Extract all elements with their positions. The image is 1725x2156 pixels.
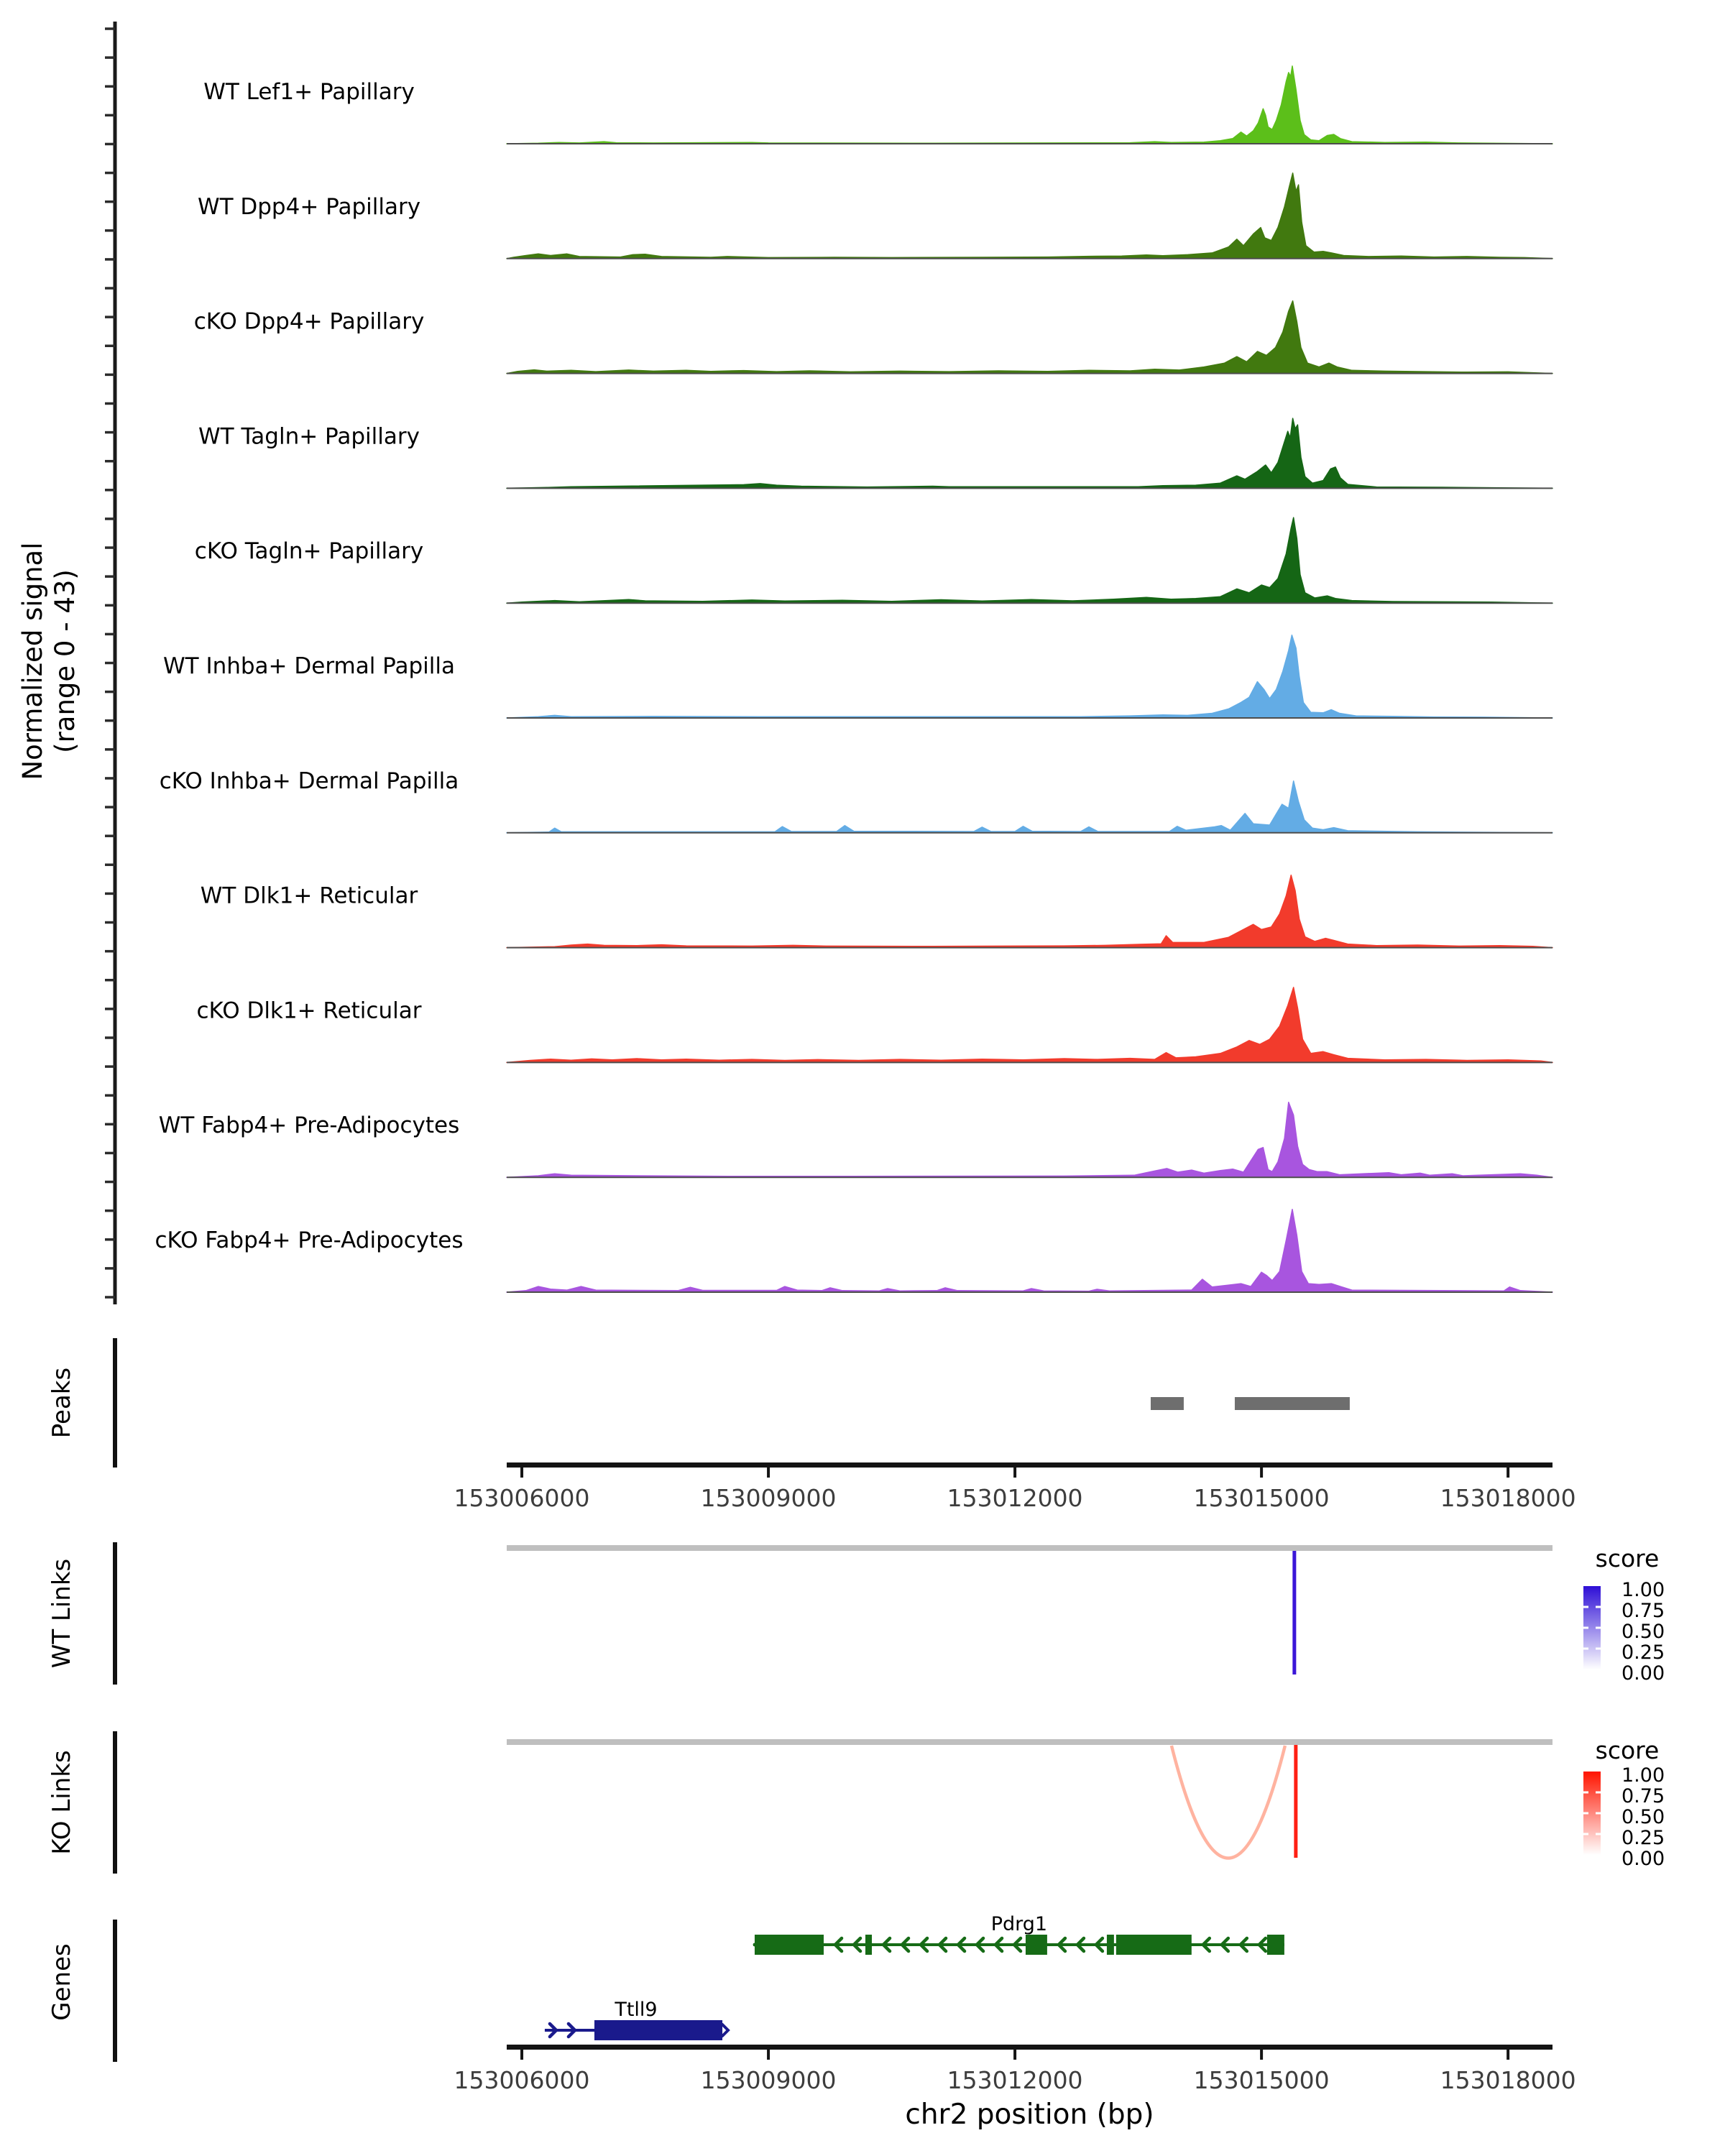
x-axis-tick-label: 153009000 [700,1484,837,1512]
x-axis-tick-label: 153012000 [947,2066,1083,2094]
genome-x-axis [454,2045,1576,2131]
x-axis-tick-label: 153018000 [1440,1484,1576,1512]
links-baseline-bar [507,1739,1552,1745]
x-axis-tick-label: 153009000 [700,2066,837,2094]
gene-name-label: Ttll9 [615,1999,658,2021]
track-label: WT Dlk1+ Reticular [200,883,418,909]
strand-arrow-icon [722,2024,728,2036]
peaks-section [47,1338,1350,1468]
peak-interval [1235,1397,1350,1410]
y-axis-label-line2: (range 0 - 43) [50,569,80,753]
x-axis-tick-label: 153006000 [454,2066,590,2094]
signal-track [197,987,1552,1063]
coverage-area [507,66,1552,144]
track-label: WT Tagln+ Papillary [198,423,420,450]
coverage-area [507,517,1552,603]
signal-track [195,517,1552,603]
score-legend-tick-label: 0.00 [1622,1662,1665,1685]
coverage-area [507,635,1552,718]
score-legend-tick-label: 1.00 [1622,1764,1665,1787]
coverage-area [507,418,1552,488]
track-label: WT Inhba+ Dermal Papilla [163,653,455,679]
gene-exon [594,2020,722,2040]
score-legend-tick-label: 0.50 [1622,1621,1665,1643]
gene-exon [1026,1935,1047,1955]
peak-interval [1151,1397,1184,1410]
gene-name-label: Pdrg1 [990,1913,1048,1935]
coverage-area [507,781,1552,833]
signal-track [155,1210,1552,1292]
score-legend-tick-label: 1.00 [1622,1579,1665,1601]
x-axis-tick-label: 153015000 [1193,2066,1330,2094]
track-label: WT Lef1+ Papillary [203,79,415,105]
links-section [47,1542,1552,1685]
links-section-label: KO Links [47,1750,76,1855]
gene-model [545,1999,728,2040]
x-axis-tick-label: 153012000 [947,1484,1083,1512]
score-legend-tick-label: 0.25 [1622,1641,1665,1664]
gene-exon [865,1935,872,1955]
gene-exon [1107,1935,1114,1955]
track-label: cKO Inhba+ Dermal Papilla [159,768,459,794]
track-label: cKO Fabp4+ Pre-Adipocytes [155,1227,464,1253]
score-legend-tick-label: 0.50 [1622,1806,1665,1828]
coverage-area [507,875,1552,948]
genes-section-label: Genes [47,1943,76,2021]
signal-y-axis [17,22,115,1304]
links-baseline-bar [507,1545,1552,1551]
x-axis-tick-label: 153018000 [1440,2066,1576,2094]
gene-model [753,1913,1284,1955]
genome-x-axis [454,1462,1576,1512]
signal-track [201,875,1552,948]
track-label: WT Dpp4+ Papillary [197,193,421,220]
score-legend-title: score [1595,1544,1660,1572]
score-legend-title: score [1595,1736,1660,1764]
link-arc [1172,1746,1285,1858]
signal-track [194,301,1552,374]
score-legend-tick-label: 0.00 [1622,1848,1665,1870]
x-axis-title: chr2 position (bp) [905,2099,1154,2131]
track-label: cKO Dlk1+ Reticular [196,998,422,1024]
signal-track [159,1102,1552,1178]
coverage-area [507,987,1552,1063]
score-legend-tick-label: 0.75 [1622,1600,1665,1622]
signal-track [198,173,1552,259]
track-label: cKO Tagln+ Papillary [194,538,424,565]
signal-track [160,768,1552,833]
gene-exon [755,1935,824,1955]
signal-track [203,66,1552,144]
coverage-area [507,1102,1552,1178]
gene-exon [1267,1935,1284,1955]
gene-exon [1116,1935,1192,1955]
links-section-label: WT Links [47,1558,76,1669]
score-legend-tick-label: 0.25 [1622,1827,1665,1849]
score-legend-tick-label: 0.75 [1622,1785,1665,1807]
signal-track [163,635,1552,718]
score-legend [1583,1736,1665,1870]
coverage-area [507,173,1552,259]
x-axis-tick-label: 153015000 [1193,1484,1330,1512]
track-label: cKO Dpp4+ Papillary [193,308,425,335]
y-axis-label-line1: Normalized signal [17,542,48,780]
genes-section [47,1913,1284,2062]
x-axis-bar [507,2045,1552,2050]
peaks-section-label: Peaks [47,1367,76,1439]
x-axis-tick-label: 153006000 [454,1484,590,1512]
signal-track [198,418,1552,488]
score-legend [1583,1544,1665,1685]
x-axis-bar [507,1462,1552,1468]
coverage-area [507,1210,1552,1292]
track-label: WT Fabp4+ Pre-Adipocytes [158,1112,460,1139]
links-section [47,1731,1552,1874]
coverage-area [507,301,1552,374]
